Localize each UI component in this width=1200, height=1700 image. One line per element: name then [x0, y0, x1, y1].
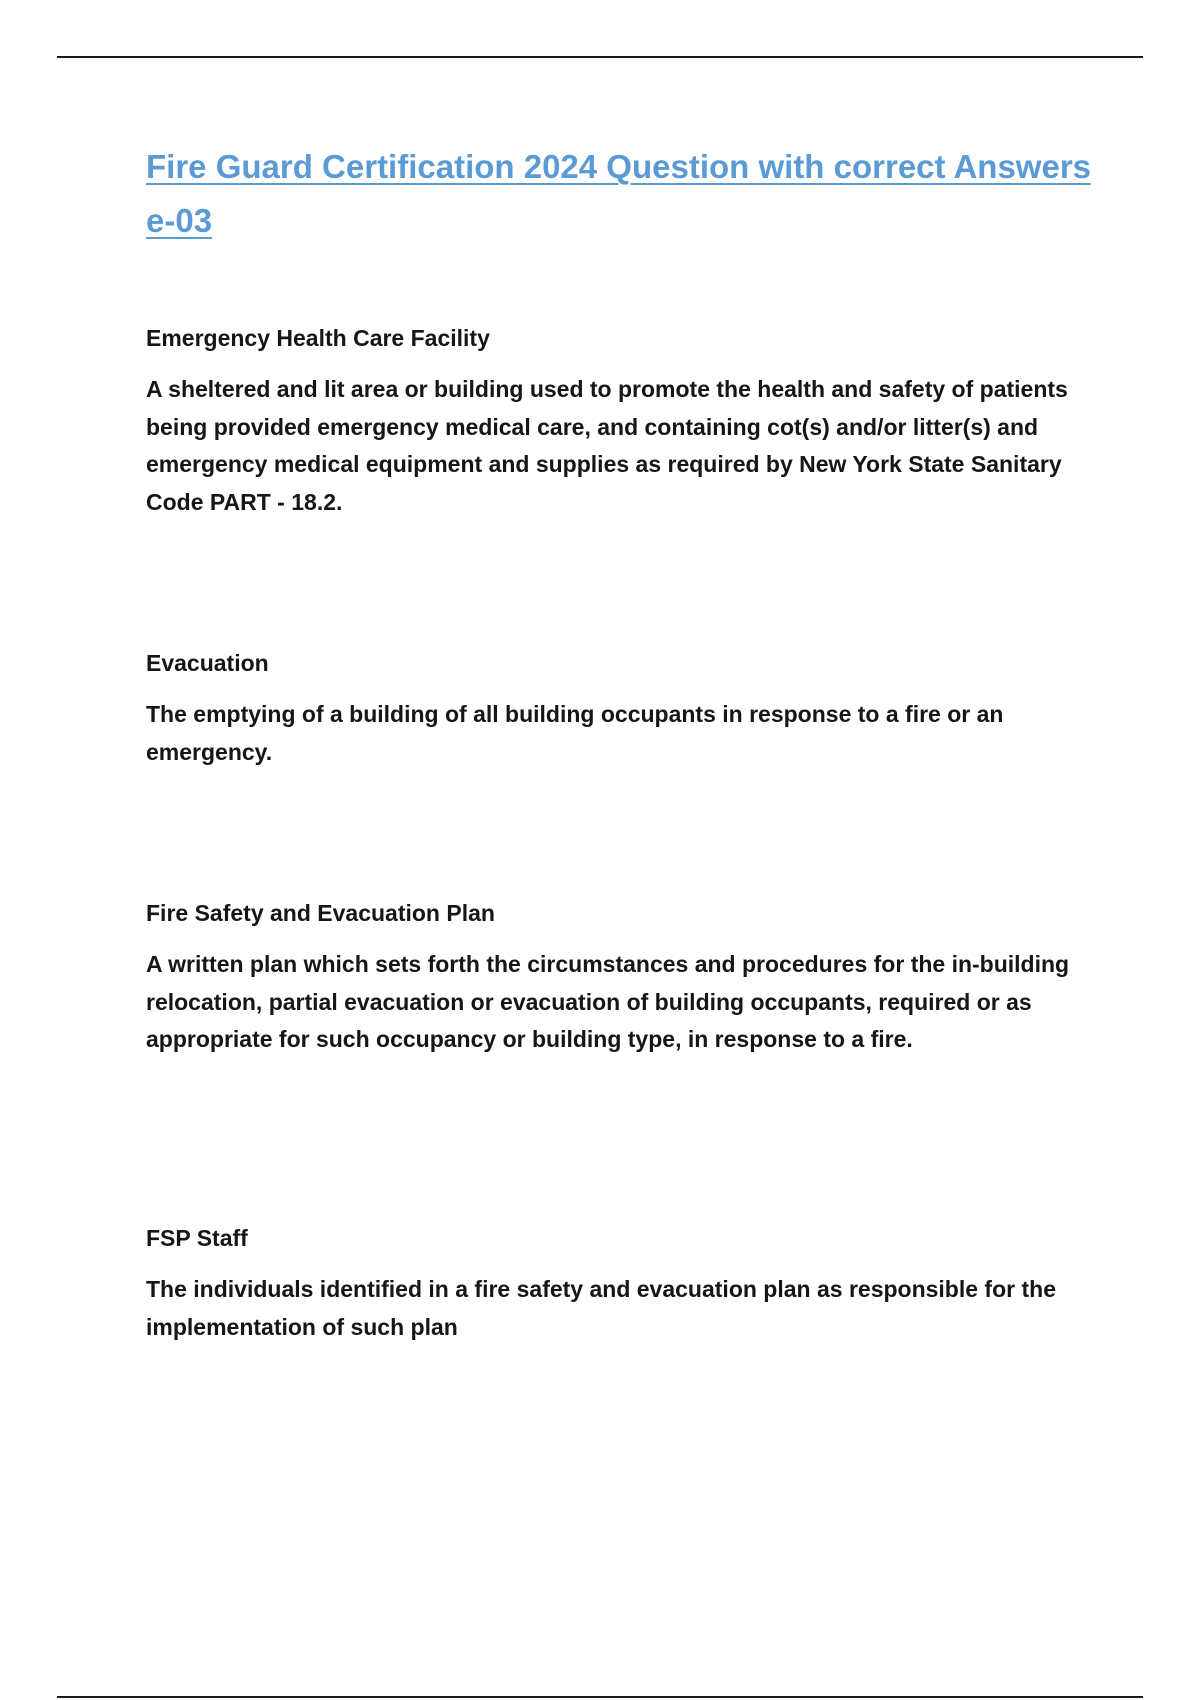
entry-term: FSP Staff — [146, 1225, 248, 1251]
entry-definition: A sheltered and lit area or building used to promote the health and safety of patients being provided emergency medical care, and containing cot(s) and/or litter(s) and emergency medical equipment and supplies as required by New York State Sanitary Code PART - 18.2. — [146, 376, 1068, 515]
entry-term: Evacuation — [146, 650, 269, 676]
header-rule — [57, 56, 1143, 58]
footer-rule — [57, 1696, 1143, 1698]
glossary-entry — [146, 323, 1106, 521]
glossary-entry — [146, 898, 1106, 1059]
entry-definition: A written plan which sets forth the circumstances and procedures for the in-building relocation, partial evacuation or evacuation of building occupants, required or as appropriate for such occupancy or building type, in response to a fire. — [146, 951, 1070, 1052]
entry-term: Emergency Health Care Facility — [146, 325, 490, 351]
entry-term: Fire Safety and Evacuation Plan — [146, 900, 495, 926]
document-body — [146, 140, 1106, 1340]
entry-definition: The individuals identified in a fire safety and evacuation plan as responsible for the implementation of such plan — [146, 1276, 1056, 1340]
glossary-entry — [146, 1223, 1106, 1346]
document-title[interactable]: Fire Guard Certification 2024 Question with correct Answers e-03 — [146, 148, 1092, 239]
glossary-entry — [146, 648, 1106, 771]
entry-definition: The emptying of a building of all building occupants in response to a fire or an emergency. — [146, 701, 1004, 765]
